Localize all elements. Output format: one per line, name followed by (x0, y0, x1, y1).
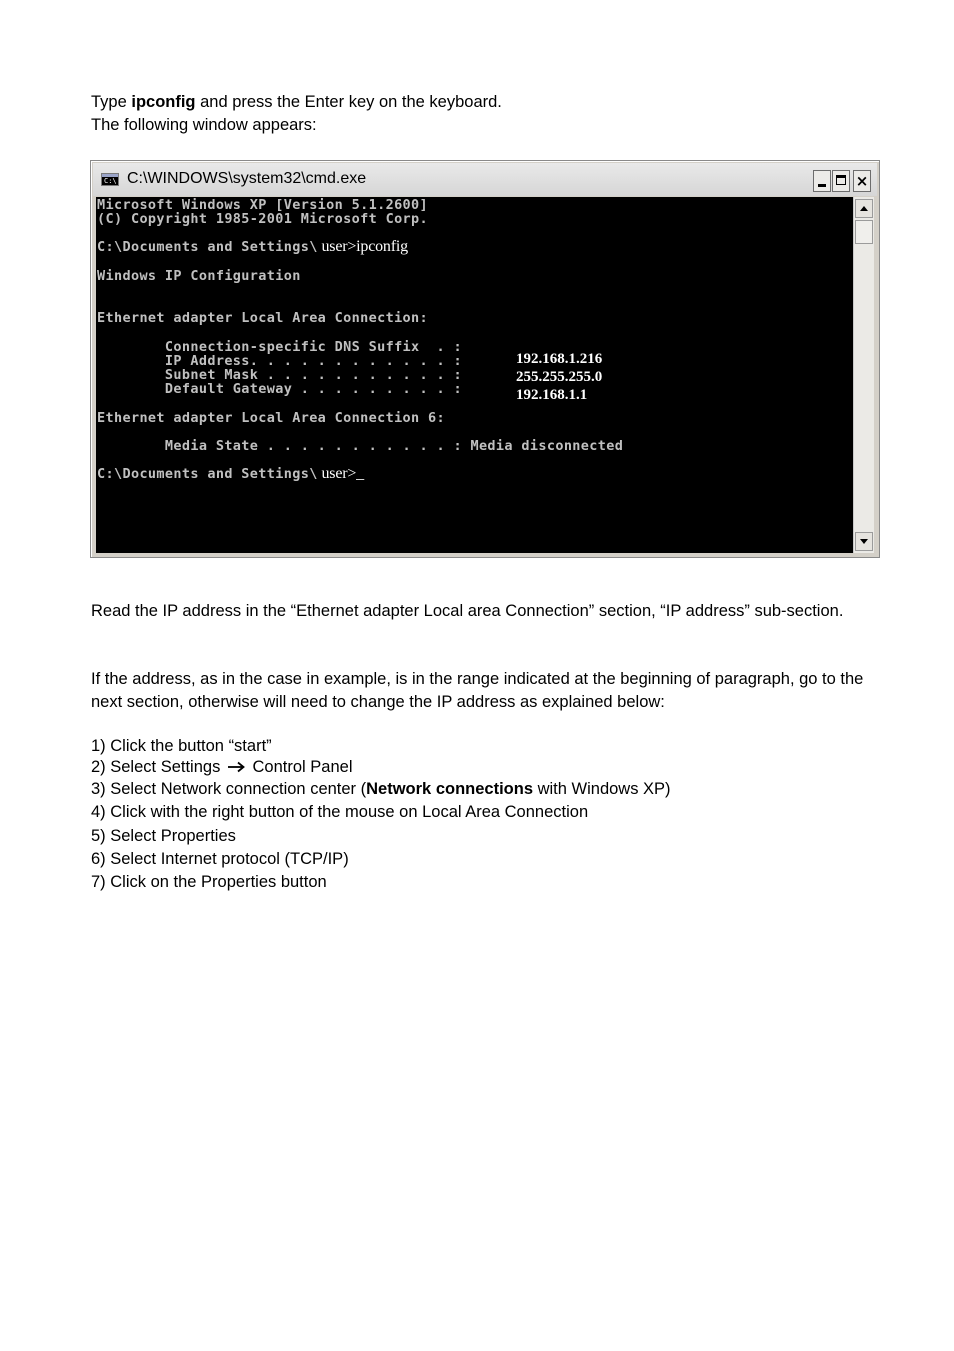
intro-window-appears: The following window appears: (91, 116, 317, 134)
prompt-path: C:\Documents and Settings\ (97, 239, 318, 255)
scroll-down-icon[interactable] (855, 532, 873, 551)
close-icon: × (855, 172, 869, 190)
scroll-up-icon[interactable] (855, 199, 873, 218)
cmd-icon-text: C:\ (104, 177, 117, 185)
step-2-suffix: Control Panel (252, 758, 353, 776)
console-ip-config-heading: Windows IP Configuration (97, 268, 301, 284)
intro-type-prefix: Type (91, 93, 132, 111)
step-4: 4) Click with the right button of the mouse on Local Area Connection (91, 803, 589, 821)
console-gateway-label: Default Gateway . . . . . . . . . : (97, 381, 462, 397)
step-3 (91, 778, 671, 800)
step-3-suffix: with Windows XP) (533, 780, 671, 798)
console-copyright-line: (C) Copyright 1985-2001 Microsoft Corp. (97, 211, 429, 227)
console-subnet-mask-label: Subnet Mask . . . . . . . . . . . : (97, 367, 462, 383)
step-2-prefix: 2) Select Settings (91, 758, 221, 776)
minimize-icon (818, 184, 826, 187)
intro-type-suffix: and press the Enter key on the keyboard. (195, 93, 502, 111)
step-6: 6) Select Internet protocol (TCP/IP) (91, 850, 349, 868)
step-2 (91, 756, 353, 778)
range-note-paragraph: If the address, as in the case in example, is in the range indicated at the beginning of paragraph, go to the next section, otherwise will need to change the IP address as explained below: (91, 670, 864, 711)
console-dns-suffix: Connection-specific DNS Suffix . : (97, 339, 462, 355)
console-output[interactable] (96, 197, 853, 553)
prompt-cursor: user>_ (317, 465, 364, 482)
gateway-value: 192.168.1.1 (516, 387, 588, 403)
prompt-path: C:\Documents and Settings\ (97, 466, 318, 482)
step-3-bold: Network connections (366, 780, 534, 798)
console-prompt-ipconfig (97, 240, 408, 254)
maximize-button[interactable] (832, 170, 850, 192)
intro-command: ipconfig (131, 93, 196, 111)
title-bar[interactable] (93, 163, 877, 196)
step-5: 5) Select Properties (91, 827, 236, 845)
console-adapter6-heading: Ethernet adapter Local Area Connection 6: (97, 410, 445, 426)
console-version-line: Microsoft Windows XP [Version 5.1.2600] (97, 197, 429, 213)
intro-type-line (91, 91, 502, 113)
scrollbar-thumb[interactable] (855, 220, 873, 244)
console-prompt-final (97, 467, 364, 481)
step-7: 7) Click on the Properties button (91, 873, 327, 891)
subnet-mask-value: 255.255.255.0 (516, 369, 603, 385)
minimize-button[interactable] (813, 170, 831, 192)
vertical-scrollbar[interactable] (853, 197, 874, 553)
prompt-command: user>ipconfig (317, 238, 408, 255)
maximize-icon (836, 175, 846, 185)
window-title: C:\WINDOWS\system32\cmd.exe (127, 170, 367, 187)
step-1: 1) Click the button “start” (91, 737, 272, 755)
close-button[interactable] (853, 170, 871, 192)
cmd-icon (101, 173, 119, 186)
console-ip-address-label: IP Address. . . . . . . . . . . . : (97, 353, 462, 369)
read-ip-paragraph: Read the IP address in the “Ethernet adapter Local area Connection” section, “IP address” sub-section. (91, 602, 844, 620)
console-adapter1-heading: Ethernet adapter Local Area Connection: (97, 310, 429, 326)
right-arrow-icon (227, 761, 246, 773)
step-3-prefix: 3) Select Network connection center ( (91, 780, 367, 798)
console-media-state: Media State . . . . . . . . . . . : Media disconnected (97, 438, 624, 454)
ip-address-value: 192.168.1.216 (516, 351, 603, 367)
cmd-window (90, 160, 880, 558)
